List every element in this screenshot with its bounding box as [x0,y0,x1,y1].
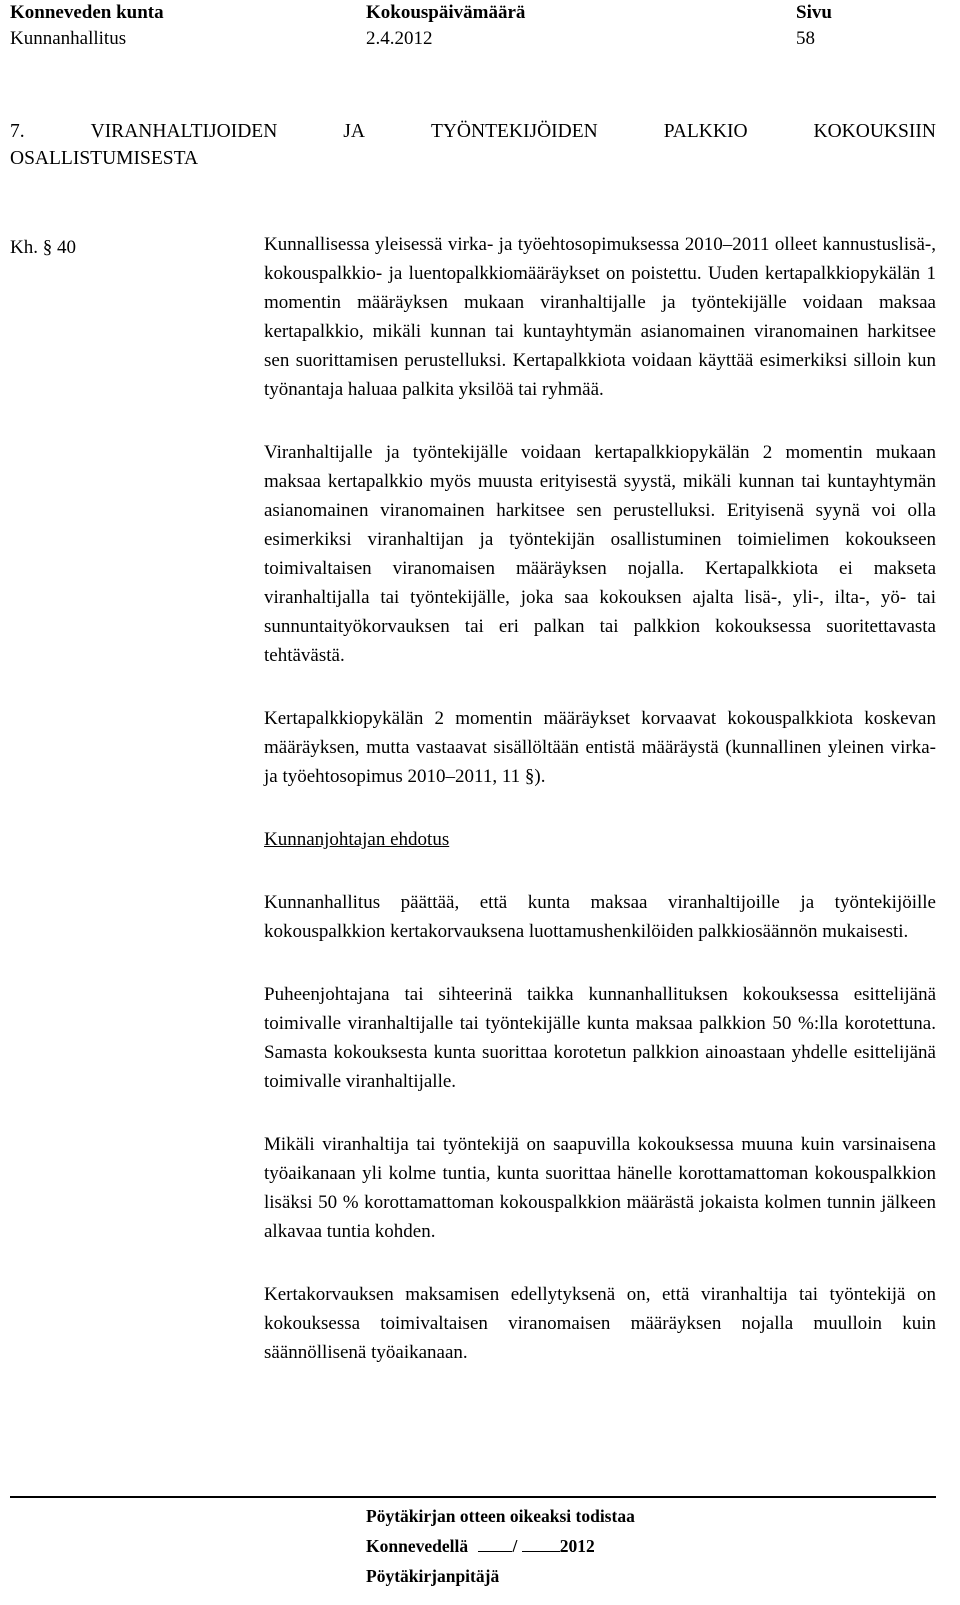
footer-divider [10,1496,936,1498]
body-name: Kunnanhallitus [10,28,127,49]
meeting-date: 2.4.2012 [366,28,433,49]
certification-footer [366,1501,635,1591]
title-word: PALKKIO [663,121,748,142]
title-word: 7. [10,121,25,142]
agenda-item-title [10,118,936,172]
paragraph: Kunnallisessa yleisessä virka- ja työehtosopimuksessa 2010–2011 olleet kannustuslisä-, kokouspalkkio- ja luentopalkkiomääräykset on poistettu. Uuden kertapalkkiopykälän 1 momentin määräyksen mukaan viranhaltijalle ja työntekijälle voidaan maksaa kertapalkkio, mikäli kunnan tai kuntayhtymän asianomainen viranomainen harkitsee sen suorittamisen perustelluksi. Kertapalkkiota voidaan käyttää esimerkiksi silloin kun työnantaja haluaa palkita yksilöä tai ryhmää. [264,234,936,400]
paragraph: Kertapalkkiopykälän 2 momentin määräykset korvaavat kokouspalkkiota koskevan määräyksen, mutta vastaavat sisällöltään entistä määräystä (kunnallinen yleinen virka- ja työehtosopimus 2010–2011, 11 §). [264,708,936,787]
certification-line: Pöytäkirjan otteen oikeaksi todistaa [366,1506,635,1526]
page-label: Sivu [796,2,832,23]
paragraph: Mikäli viranhaltija tai työntekijä on saapuvilla kokouksessa muuna kuin varsinaisena työaikanaan yli kolme tuntia, kunta suorittaa hänelle korottamattoman kokouspalkkion lisäksi 50 % korottamattoman kokouspalkkion määrästä jokaista kolmen tunnin jälkeen alkavaa tuntia kohden. [264,1134,936,1242]
paragraph: Puheenjohtajana tai sihteerinä taikka kunnanhallituksen kokouksessa esittelijänä toimivalle viranhaltijalle tai työntekijälle kunta maksaa palkkion 50 %:lla korotettuna. Samasta kokouksesta kunta suorittaa korotetun palkkion ainoastaan yhdelle esittelijänä toimivalle viranhaltijalle. [264,984,936,1092]
date-slash: / [512,1536,518,1556]
page-number: 58 [796,28,815,49]
day-blank [478,1534,512,1552]
date-signature-line [366,1531,635,1561]
section-number: Kh. § 40 [10,237,76,258]
title-word: TYÖNTEKIJÖIDEN [430,121,598,142]
secretary-title: Pöytäkirjanpitäjä [366,1566,500,1586]
title-word: VIRANHALTIJOIDEN [90,121,278,142]
body-text [264,230,936,1401]
paragraph: Kunnanhallitus päättää, että kunta maksaa viranhaltijoille ja työntekijöille kokouspalkkion kertakorvauksena luottamushenkilöiden palkkiosäännön mukaisesti. [264,892,936,942]
month-blank [522,1534,560,1552]
place-name: Konnevedellä [366,1536,469,1556]
date-label: Kokouspäivämäärä [366,2,526,23]
title-word: KOKOUKSIIN [813,121,936,142]
year: 2012 [559,1536,595,1556]
title-word: JA [343,121,365,142]
title-line-1 [10,118,936,145]
paragraph: Kertakorvauksen maksamisen edellytyksenä on, että viranhaltija tai työntekijä on kokouksessa toimivaltaisen viranomaisen määräyksen nojalla muulloin kuin säännöllisenä työaikanaan. [264,1284,936,1363]
title-line-2: OSALLISTUMISESTA [10,148,199,169]
proposal-heading: Kunnanjohtajan ehdotus [264,829,450,850]
paragraph: Viranhaltijalle ja työntekijälle voidaan kertapalkkiopykälän 2 momentin mukaan maksaa kertapalkkio myös muusta erityisestä syystä, mikäli kunnan tai kuntayhtymän asianomainen viranomainen harkitsee sen perustelluksi. Erityisenä syynä voi olla esimerkiksi viranhaltijan ja työntekijän osallistuminen toimielimen kokoukseen toimivaltaisen viranomaisen määräyksen nojalla. Kertapalkkiota ei makseta viranhaltijalla tai työntekijälle, joka saa kokouksen ajalta lisä-, yli-, ilta-, yö- tai sunnuntaityökorvauksen tai eri palkan tai palkkion kokouksessa suoritettavasta tehtävästä. [264,442,936,666]
municipality-name: Konneveden kunta [10,2,164,23]
